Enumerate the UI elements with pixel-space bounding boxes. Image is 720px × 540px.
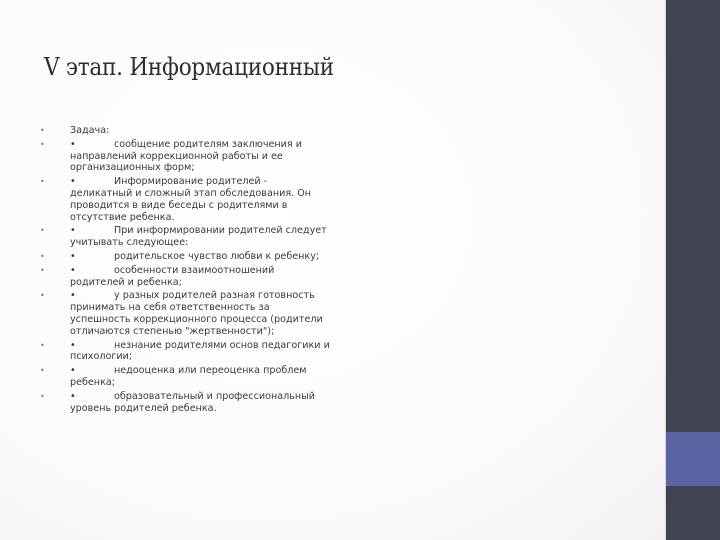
sub-bullet-marker: • [70,138,76,150]
list-item [40,251,330,263]
list-item-text: образовательный и профессиональный уровень родителей ребенка. [70,390,315,414]
list-item-text: незнание родителями основ педагогики и психологии; [70,339,330,363]
sub-bullet-marker: • [70,225,76,237]
bullet-marker: • [40,366,45,376]
bullet-marker: • [40,251,45,261]
sidebar-accent-block [666,432,720,486]
list-item [40,176,330,223]
list-item [40,340,330,364]
sub-bullet-marker: • [70,290,76,302]
bullet-marker: • [40,126,45,135]
bullet-marker: • [40,291,45,301]
sub-bullet-marker: • [70,264,76,276]
slide-title: V этап. Информационный [44,53,334,81]
list-item-text: особенности взаимоотношений родителей и ребенка; [70,264,275,288]
list-item [40,290,330,337]
list-item [40,265,330,289]
bullet-marker: • [40,226,45,236]
list-item [40,225,330,249]
list-item [40,139,330,174]
list-item-text: При информировании родителей следует учитывать следующее: [70,225,327,249]
bullet-marker: • [40,265,45,275]
sub-bullet-marker: • [70,250,76,262]
list-item-text: недооценка или переоценка проблем ребенка; [70,365,307,388]
bullet-marker: • [40,340,45,350]
sub-bullet-marker: • [70,390,76,402]
list-item-text: сообщение родителям заключения и направлений коррекционной работы и ее организационных форм; [70,138,302,174]
list-item-text: Задача: [70,125,110,136]
list-item-text: у разных родителей разная готовность принимать на себя ответственность за успешность коррекционного процесса (родители отличаются степенью "жертвенности"); [70,290,323,337]
sub-bullet-marker: • [70,365,76,377]
bullet-marker: • [40,139,45,149]
bullet-marker: • [40,391,45,401]
list-item [40,391,330,415]
bullet-marker: • [40,177,45,187]
list-item-text: родительское чувство любви к ребенку; [114,250,320,262]
list-item-text: Информирование родителей - деликатный и сложный этап обследования. Он проводится в виде беседы с родителями в отсутствие ребенка. [70,176,312,223]
bullet-list [40,125,340,416]
list-item [40,365,330,389]
sub-bullet-marker: • [70,176,76,188]
sub-bullet-marker: • [70,339,76,351]
list-item [40,125,330,137]
